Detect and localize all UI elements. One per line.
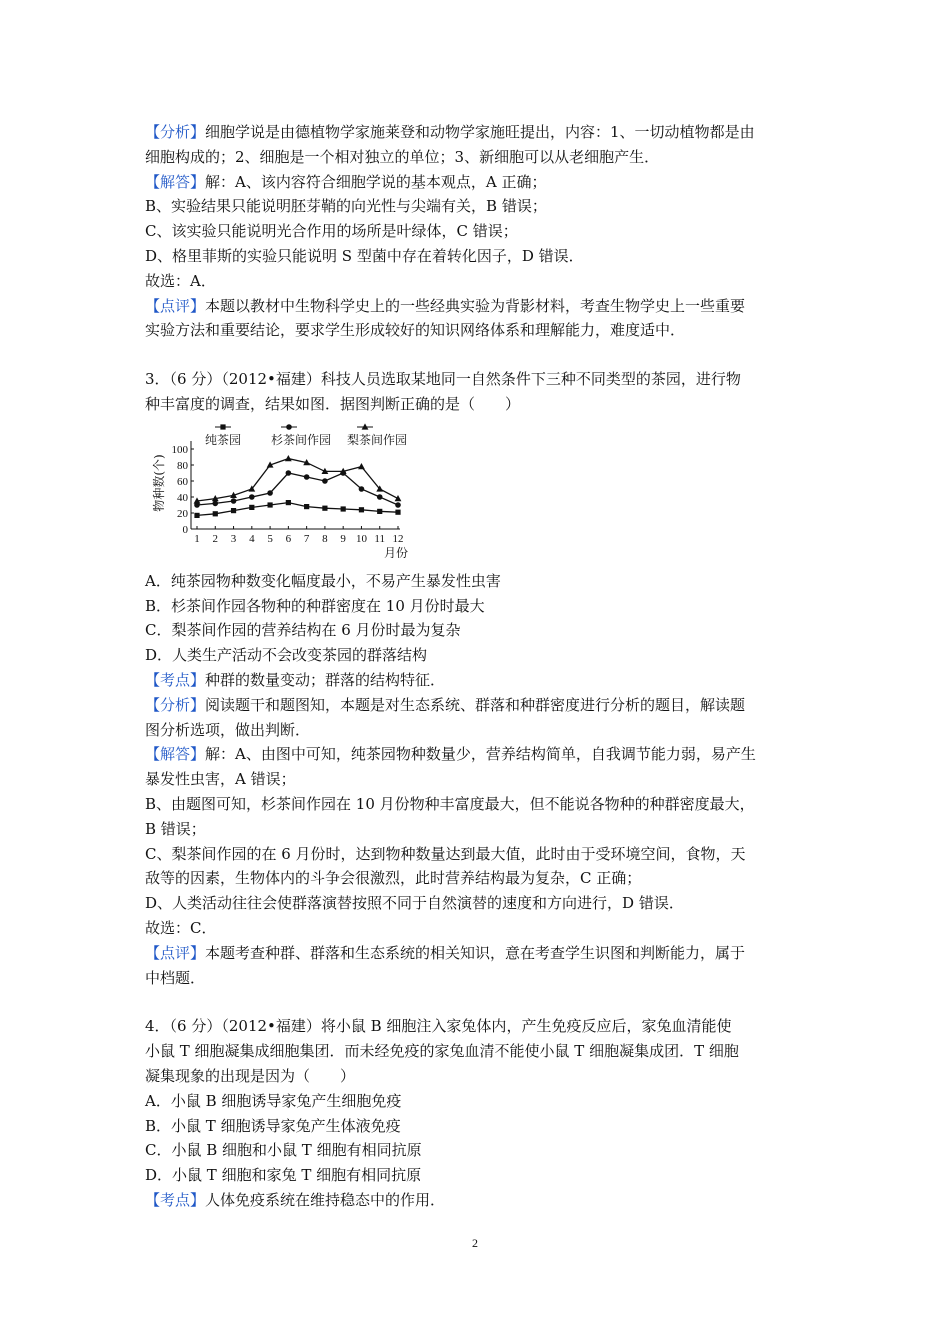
q2-answer-b: B、实验结果只能说明胚芽鞘的向光性与尖端有关，B 错误； [145, 197, 547, 216]
data-point [395, 502, 401, 508]
data-point [322, 505, 327, 510]
kaodian-tag: 【考点】 [145, 1190, 206, 1209]
kaodian-text: 人体免疫系统在维持稳态中的作用． [205, 1190, 446, 1209]
x-tick-label: 2 [212, 532, 219, 545]
comment-text: 本题考查种群、群落和生态系统的相关知识，意在考查学生识图和判断能力，属于 [205, 943, 746, 962]
q3-comment-line2: 中档题． [145, 968, 206, 987]
data-point [304, 474, 310, 480]
data-point [249, 494, 255, 500]
analysis-text: 细胞学说是由德植物学家施莱登和动物学家施旺提出，内容：1、一切动植物都是由 [205, 123, 755, 141]
data-point [267, 502, 272, 507]
x-tick-label: 12 [392, 532, 404, 545]
q3-answer-line6: 敌等的因素，生物体内的斗争会很激烈，此时营养结构最为复杂，C 正确； [145, 869, 642, 888]
data-point [359, 486, 365, 492]
q4-option-d: D．小鼠 T 细胞和家兔 T 细胞有相同抗原 [145, 1166, 422, 1185]
q3-option-b: B．杉茶间作园各物种的种群密度在 10 月份时最大 [145, 596, 485, 615]
q4-option-c: C．小鼠 B 细胞和小鼠 T 细胞有相同抗原 [145, 1141, 422, 1160]
data-point [231, 508, 236, 513]
q2-analysis-line2: 细胞构成的；2、细胞是一个相对独立的单位；3、新细胞可以从老细胞产生． [145, 147, 660, 166]
q2-analysis-line1 [145, 120, 810, 145]
data-point [285, 455, 292, 461]
data-point [359, 507, 364, 512]
q3-choice: 故选：C． [145, 918, 217, 937]
q3-option-d: D．人类生产活动不会改变茶园的群落结构 [145, 646, 428, 665]
analysis-tag: 【分析】 [145, 695, 206, 714]
legend-label: 纯茶园 [205, 432, 242, 447]
legend-label: 杉茶间作园 [271, 432, 332, 447]
x-tick-label: 8 [322, 532, 328, 545]
comment-text: 本题以教材中生物科学史上的一些经典实验为背影材料，考查生物学史上一些重要 [205, 296, 746, 315]
q4-option-b: B．小鼠 T 细胞诱导家兔产生体液免疫 [145, 1116, 401, 1135]
data-point [322, 478, 328, 484]
legend-label: 梨茶间作园 [347, 432, 408, 447]
data-point [249, 505, 254, 510]
data-point [341, 506, 346, 511]
x-tick-label: 9 [340, 532, 346, 545]
document-page [145, 120, 810, 1213]
data-point [395, 495, 402, 501]
answer-text: 解：A、由图中可知，纯茶园物种数量少，营养结构简单，自我调节能力弱，易产生 [205, 745, 756, 764]
q3-answer-line2: 暴发性虫害，A 错误； [145, 770, 296, 789]
comment-tag: 【点评】 [145, 296, 206, 315]
comment-tag: 【点评】 [145, 943, 206, 962]
answer-tag: 【解答】 [145, 172, 206, 191]
q3-stem-line1: 3．（6 分）（2012•福建）科技人员选取某地同一自然条件下三种不同类型的茶园，进行物 [145, 370, 741, 389]
x-tick-label: 4 [249, 532, 255, 545]
q4-option-a: A．小鼠 B 细胞诱导家兔产生细胞免疫 [145, 1091, 402, 1110]
x-tick-label: 3 [230, 532, 237, 545]
y-axis-label: 物种数(个) [152, 454, 166, 512]
data-point [212, 500, 218, 506]
q4-stem-line1: 4．（6 分）（2012•福建）将小鼠 B 细胞注入家兔体内，产生免疫反应后，家兔血清能使 [145, 1017, 732, 1036]
q2-answer-c: C、该实验只能说明光合作用的场所是叶绿体，C 错误； [145, 222, 518, 241]
data-point [213, 511, 218, 516]
data-point [286, 470, 292, 476]
species-chart-svg [145, 421, 415, 561]
x-tick-label: 1 [194, 532, 200, 545]
q3-answer-line5: C、梨茶间作园的在 6 月份时，达到物种数量达到最大值，此时由于受环境空间，食物，天 [145, 844, 746, 863]
data-point [395, 509, 400, 514]
answer-tag: 【解答】 [145, 745, 206, 764]
q3-option-c: C．梨茶间作园的营养结构在 6 月份时最为复杂 [145, 621, 461, 640]
q4-kaodian [145, 1188, 810, 1213]
data-point [194, 513, 199, 518]
data-point [377, 509, 382, 514]
q2-comment-line2: 实验方法和重要结论，要求学生形成较好的知识网络体系和理解能力，难度适中． [145, 321, 686, 340]
data-point [286, 500, 291, 505]
y-tick-label: 0 [182, 523, 188, 536]
q2-answer-d: D、格里菲斯的实验只能说明 S 型菌中存在着转化因子，D 错误． [145, 246, 584, 265]
y-tick-label: 40 [177, 491, 188, 504]
q4-stem-line3: 凝集现象的出现是因为（ ） [145, 1066, 356, 1085]
series-line-2 [197, 473, 398, 505]
legend-marker [220, 424, 225, 429]
y-tick-label: 80 [177, 459, 188, 472]
kaodian-text: 种群的数量变动；群落的结构特征． [205, 670, 446, 689]
species-chart [145, 421, 415, 561]
page-number: 2 [472, 1236, 478, 1250]
q3-stem-line2: 种丰富度的调查，结果如图．据图判断正确的是（ ） [145, 394, 521, 413]
q2-comment-line1 [145, 294, 810, 319]
q3-comment-line1 [145, 941, 810, 966]
data-point [358, 463, 365, 469]
q2-answer-line [145, 170, 810, 195]
data-point [231, 498, 237, 504]
x-tick-label: 11 [374, 532, 386, 545]
q3-option-a: A．纯茶园物种数变化幅度最小，不易产生暴发性虫害 [145, 571, 501, 590]
q3-analysis-line2: 图分析选项，做出判断． [145, 720, 311, 739]
analysis-tag: 【分析】 [145, 123, 206, 141]
answer-text: 解：A、该内容符合细胞学说的基本观点，A 正确； [205, 172, 547, 191]
y-tick-label: 60 [177, 475, 188, 488]
data-point [304, 504, 309, 509]
x-axis-label: 月份 [383, 545, 409, 560]
series-line-3 [197, 458, 398, 500]
q4-stem-line2: 小鼠 T 细胞凝集成细胞集团．而未经免疫的家兔血清不能使小鼠 T 细胞凝集成团．T 细胞 [145, 1042, 739, 1061]
x-tick-label: 10 [355, 532, 367, 545]
series-line-1 [197, 502, 398, 515]
x-tick-label: 5 [267, 532, 273, 545]
legend-marker [286, 424, 292, 430]
data-point [377, 494, 383, 500]
kaodian-tag: 【考点】 [145, 670, 206, 689]
q3-answer-line4: B 错误； [145, 819, 206, 838]
y-tick-label: 20 [177, 507, 188, 520]
x-tick-label: 6 [285, 532, 292, 545]
q3-kaodian [145, 668, 810, 693]
y-tick-label: 100 [171, 443, 188, 456]
q3-analysis-line1 [145, 693, 810, 718]
q3-answer-line7: D、人类活动往往会使群落演替按照不同于自然演替的速度和方向进行，D 错误． [145, 894, 684, 913]
x-tick-label: 7 [303, 532, 310, 545]
q3-answer-line1 [145, 742, 810, 767]
data-point [267, 490, 273, 496]
analysis-text: 阅读题干和题图知，本题是对生态系统、群落和种群密度进行分析的题目，解读题 [205, 695, 746, 714]
q3-answer-line3: B、由题图可知，杉茶间作园在 10 月份物种丰富度最大，但不能说各物种的种群密度最大， [145, 794, 755, 813]
q2-choice: 故选：A． [145, 271, 216, 290]
